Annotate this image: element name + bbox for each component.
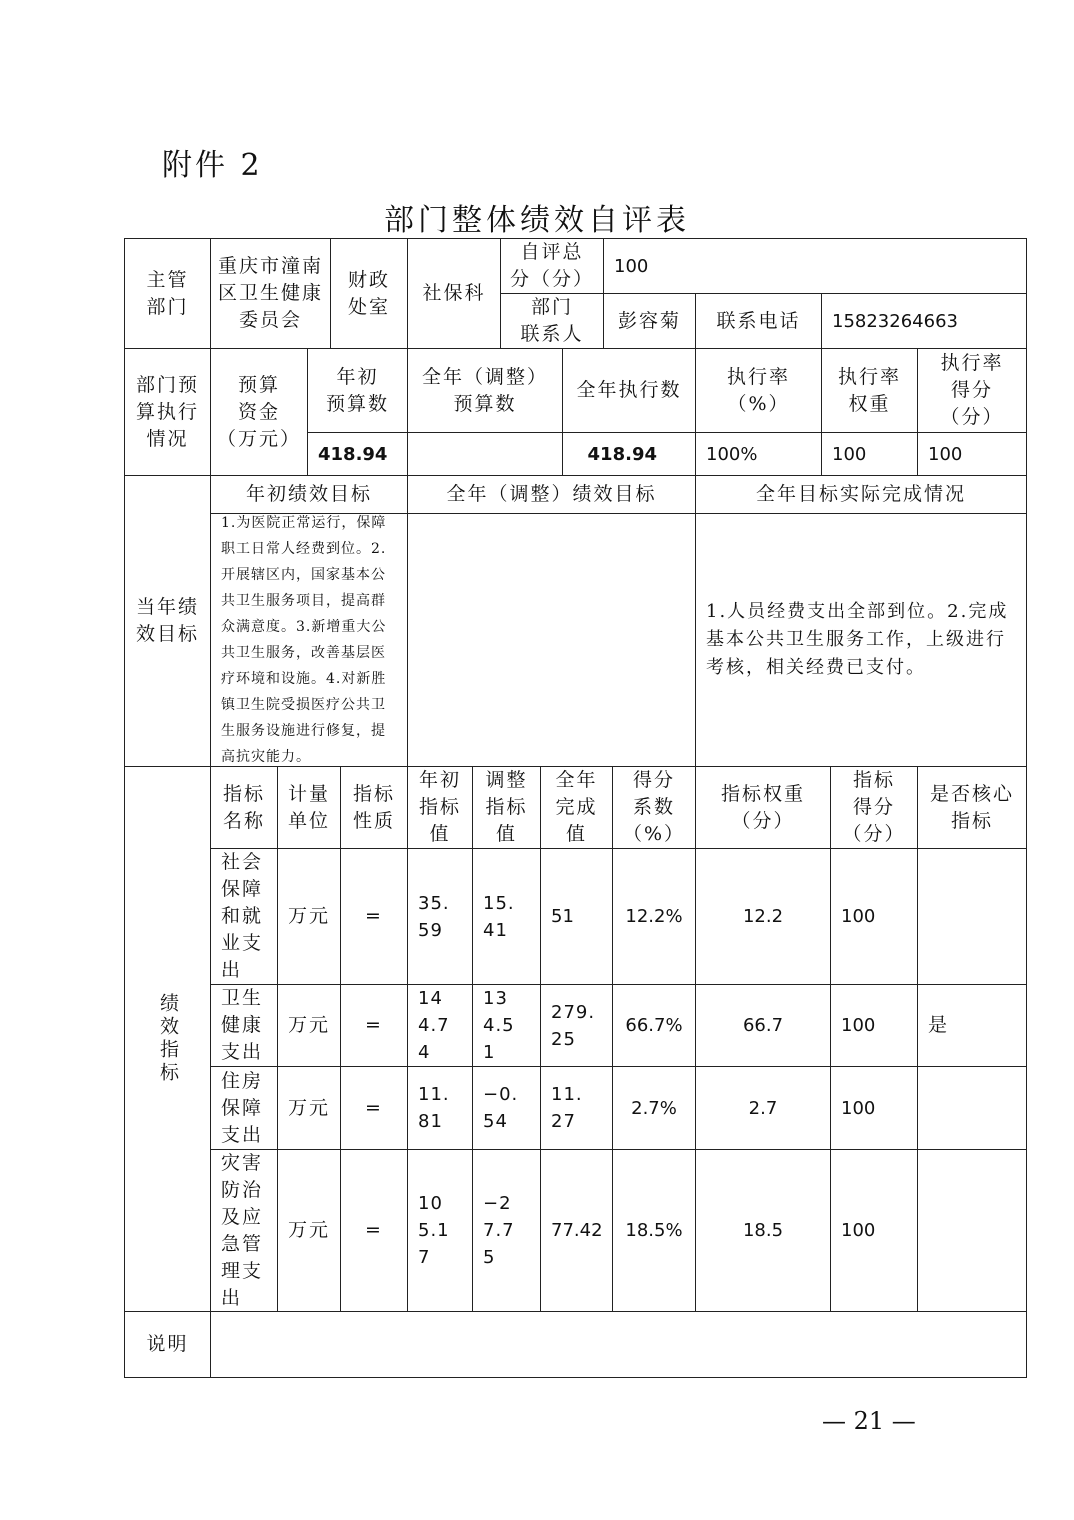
goals-initial-text: 1.为医院正常运行，保障职工日常人经费到位。2.开展辖区内，国家基本公共卫生服务项目，提高群众满意度。3.新增重大公共卫生服务，改善基层医疗环境和设施。4.对新胜镇卫生院受损医疗公共卫生服务设施进行修复，提高抗灾能力。 (210, 513, 408, 767)
indicator-completed-header: 全年 完成 值 (540, 766, 613, 849)
indicator-row-2-name: 卫生健康支出 (210, 984, 278, 1067)
indicator-row-4-weight: 18.5 (695, 1149, 831, 1312)
phone-value: 15823264663 (821, 293, 1027, 349)
indicator-row-2-score: 100 (830, 984, 918, 1067)
budget-score-value: 100 (917, 432, 1027, 476)
indicator-row-4-core (917, 1149, 1027, 1312)
contact-value: 彭容菊 (603, 293, 696, 349)
budget-score-header: 执行率 得分 （分） (917, 348, 1027, 433)
indicator-row-2-completed: 279.25 (540, 984, 613, 1067)
goals-initial-header: 年初绩效目标 (210, 475, 408, 514)
attachment-label: 附件 2 (162, 148, 263, 183)
dept-value: 重庆市潼南 区卫生健康 委员会 (210, 238, 331, 349)
indicator-score-header: 指标 得分 （分） (830, 766, 918, 849)
budget-executed-header: 全年执行数 (562, 348, 696, 433)
budget-initial-value: 418.94 (307, 432, 408, 476)
budget-adjusted-header: 全年（调整） 预算数 (407, 348, 563, 433)
indicator-row-3-initial: 11.81 (407, 1066, 473, 1150)
indicator-row-3-nature: = (340, 1066, 408, 1150)
indicator-row-2-weight: 66.7 (695, 984, 831, 1067)
indicator-initial-header: 年初 指标 值 (407, 766, 473, 849)
indicator-row-3-adjusted: −0.54 (472, 1066, 541, 1150)
budget-initial-header: 年初 预算数 (307, 348, 408, 433)
notes-label: 说明 (124, 1311, 211, 1378)
indicator-row-3-coef: 2.7% (612, 1066, 696, 1150)
goals-actual-header: 全年目标实际完成情况 (695, 475, 1027, 514)
indicator-row-1-unit: 万元 (277, 848, 341, 985)
office-value: 社保科 (407, 238, 501, 349)
indicator-row-2-core: 是 (917, 984, 1027, 1067)
indicator-row-4-initial: 105.17 (407, 1149, 473, 1312)
indicator-nature-header: 指标 性质 (340, 766, 408, 849)
budget-weight-header: 执行率 权重 (821, 348, 918, 433)
score-label: 自评总 分（分） (500, 238, 604, 294)
indicator-row-1-initial: 35.59 (407, 848, 473, 985)
indicator-weight-header: 指标权重 （分） (695, 766, 831, 849)
page-number: — 21 — (822, 1407, 916, 1435)
indicator-row-3-name: 住房保障支出 (210, 1066, 278, 1150)
indicators-section-label: 绩效指标 (124, 766, 211, 1312)
indicator-row-2-unit: 万元 (277, 984, 341, 1067)
score-value: 100 (603, 238, 1027, 294)
indicator-row-4-nature: = (340, 1149, 408, 1312)
phone-label: 联系电话 (695, 293, 822, 349)
indicator-row-1-core (917, 848, 1027, 985)
indicator-row-1-weight: 12.2 (695, 848, 831, 985)
indicator-row-3-score: 100 (830, 1066, 918, 1150)
indicator-row-3-core (917, 1066, 1027, 1150)
indicator-name-header: 指标 名称 (210, 766, 278, 849)
indicator-row-2-initial: 144.74 (407, 984, 473, 1067)
contact-label: 部门 联系人 (500, 293, 604, 349)
indicator-row-4-coef: 18.5% (612, 1149, 696, 1312)
indicator-row-3-unit: 万元 (277, 1066, 341, 1150)
notes-value (210, 1311, 1027, 1378)
budget-fund-label: 预算 资金 （万元） (210, 348, 308, 476)
indicator-unit-header: 计量 单位 (277, 766, 341, 849)
budget-weight-value: 100 (821, 432, 918, 476)
indicator-coef-header: 得分 系数 （%） (612, 766, 696, 849)
indicator-row-1-score: 100 (830, 848, 918, 985)
indicator-row-3-weight: 2.7 (695, 1066, 831, 1150)
indicator-row-1-name: 社会保障和就业支出 (210, 848, 278, 985)
goals-adjusted-text (407, 513, 696, 767)
indicator-row-4-adjusted: −27.75 (472, 1149, 541, 1312)
indicator-adjusted-header: 调整 指标 值 (472, 766, 541, 849)
dept-label: 主管 部门 (124, 238, 211, 349)
indicator-row-4-completed: 77.42 (540, 1149, 613, 1312)
indicator-row-3-completed: 11.27 (540, 1066, 613, 1150)
indicator-row-1-completed: 51 (540, 848, 613, 985)
indicator-row-1-nature: = (340, 848, 408, 985)
goals-section-label: 当年绩 效目标 (124, 475, 211, 767)
indicator-row-1-coef: 12.2% (612, 848, 696, 985)
indicator-row-2-adjusted: 134.51 (472, 984, 541, 1067)
indicator-row-4-unit: 万元 (277, 1149, 341, 1312)
indicator-row-4-name: 灾害防治及应急管理支出 (210, 1149, 278, 1312)
indicator-row-2-coef: 66.7% (612, 984, 696, 1067)
goals-actual-text: 1.人员经费支出全部到位。2.完成基本公共卫生服务工作，上级进行考核，相关经费已支付。 (695, 513, 1027, 767)
office-label: 财政 处室 (330, 238, 408, 349)
budget-rate-value: 100% (695, 432, 822, 476)
indicator-row-2-nature: = (340, 984, 408, 1067)
budget-executed-value: 418.94 (562, 432, 696, 476)
indicator-row-4-score: 100 (830, 1149, 918, 1312)
budget-adjusted-value (407, 432, 563, 476)
goals-adjusted-header: 全年（调整）绩效目标 (407, 475, 696, 514)
indicator-row-1-adjusted: 15.41 (472, 848, 541, 985)
budget-rate-header: 执行率 （%） (695, 348, 822, 433)
page-title: 部门整体绩效自评表 (384, 203, 690, 238)
indicator-core-header: 是否核心 指标 (917, 766, 1027, 849)
budget-section-label: 部门预 算执行 情况 (124, 348, 211, 476)
